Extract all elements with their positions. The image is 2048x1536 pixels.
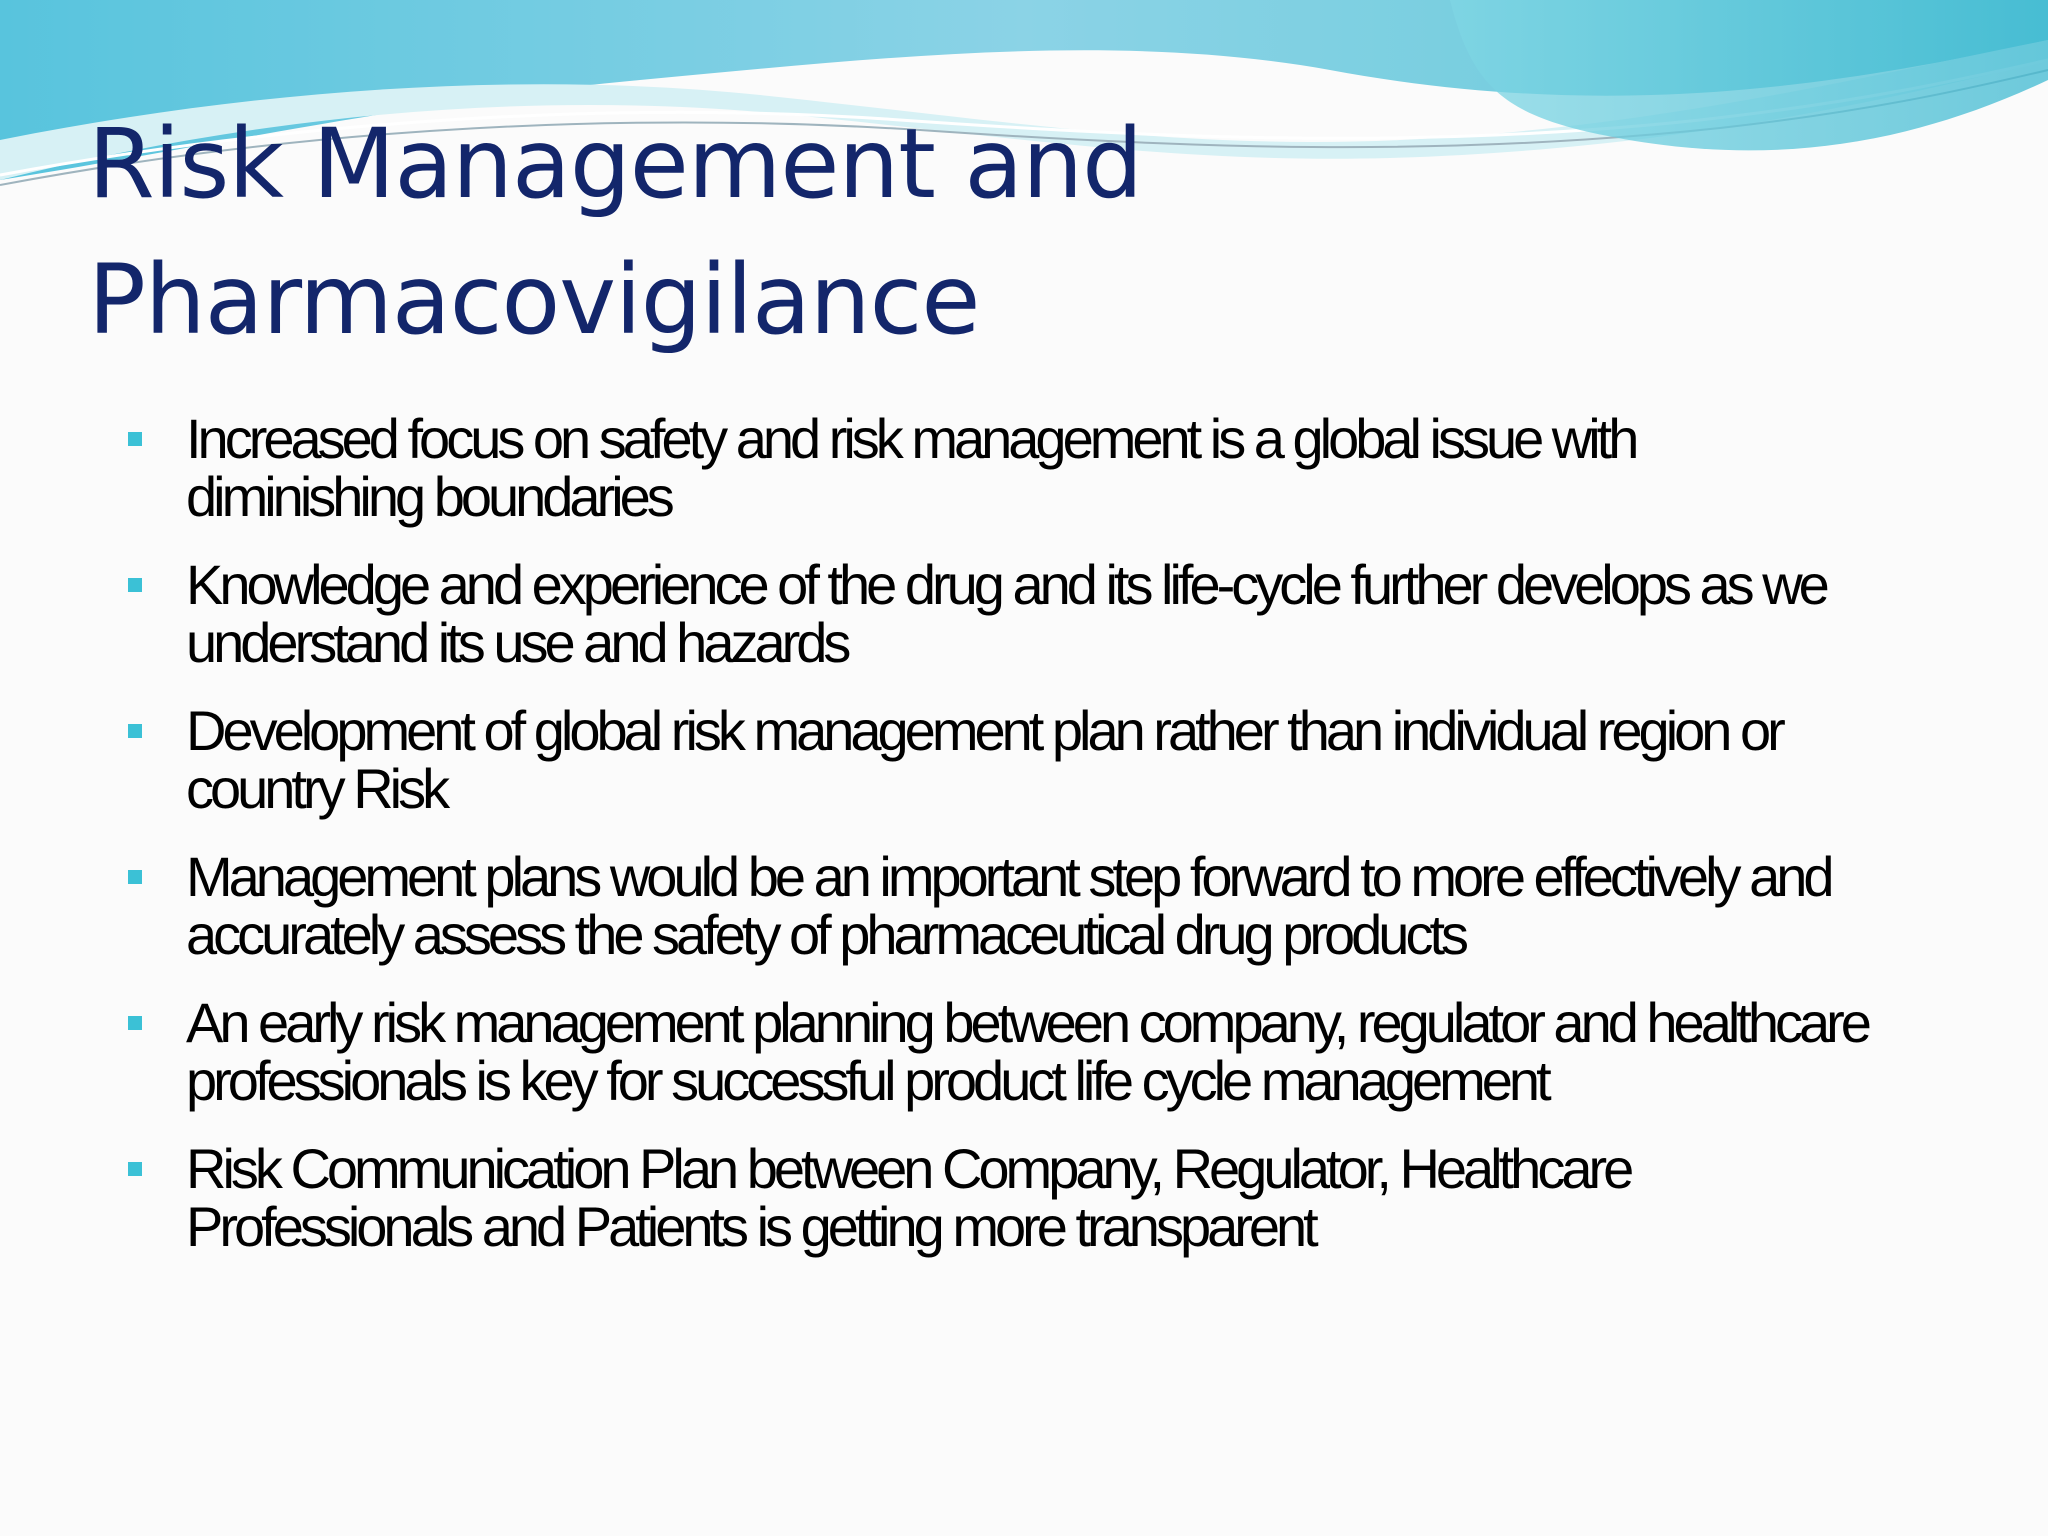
bullet-item [120, 991, 1880, 1112]
bullet-text: Knowledge and experience of the drug and its life-cycle further develops as we understand its use and hazards [186, 553, 1826, 674]
bullet-list [120, 407, 1880, 1286]
slide-title: Risk Management and Pharmacovigilance [88, 108, 1143, 356]
square-bullet-icon [128, 724, 142, 738]
square-bullet-icon [128, 870, 142, 884]
bullet-item [120, 553, 1880, 674]
bullet-item [120, 1137, 1880, 1258]
bullet-text: An early risk management planning between company, regulator and healthcare professionals is key for successful product life cycle management [186, 991, 1868, 1112]
bullet-item [120, 407, 1880, 528]
bullet-text: Development of global risk management plan rather than individual region or country Risk [186, 699, 1782, 820]
bullet-text: Risk Communication Plan between Company, Regulator, Healthcare Professionals and Patients is getting more transparent [186, 1137, 1631, 1258]
square-bullet-icon [128, 1162, 142, 1176]
square-bullet-icon [128, 432, 142, 446]
bullet-text: Increased focus on safety and risk management is a global issue with diminishing boundaries [186, 407, 1636, 528]
square-bullet-icon [128, 1016, 142, 1030]
bullet-item [120, 845, 1880, 966]
bullet-item [120, 699, 1880, 820]
square-bullet-icon [128, 578, 142, 592]
bullet-text: Management plans would be an important step forward to more effectively and accurately assess the safety of pharmaceutical drug products [186, 845, 1831, 966]
wave-band-right [1450, 0, 2048, 150]
